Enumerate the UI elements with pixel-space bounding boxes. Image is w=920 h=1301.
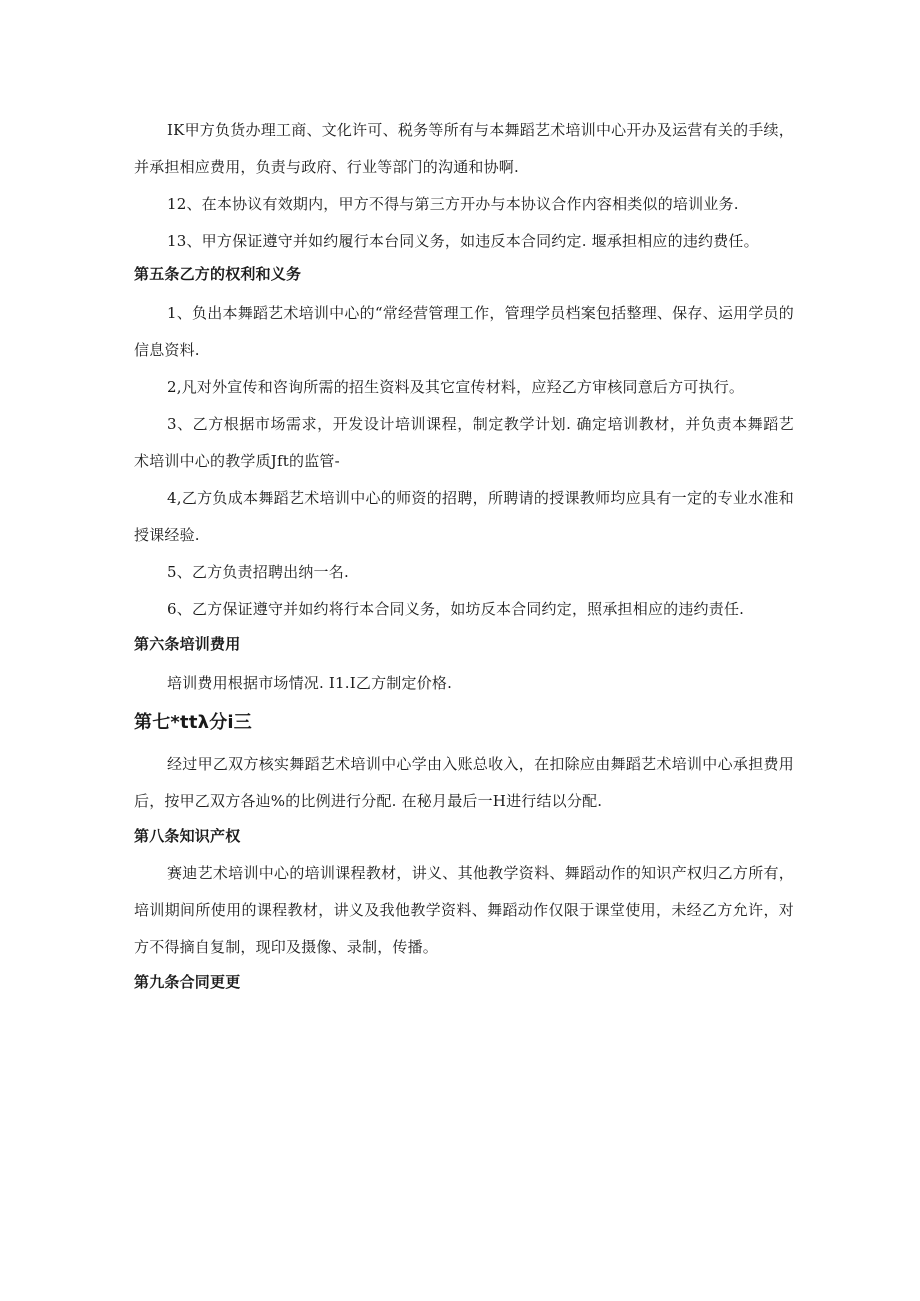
article-5-item-4: 4,乙方负成本舞蹈艺术培训中心的师资的招聘，所聘请的授课教师均应具有一定的专业水准和授课经验.: [134, 489, 794, 544]
article-7-text: 经过甲乙双方核实舞蹈艺术培训中心学由入账总收入，在扣除应由舞蹈艺术培训中心承担费用后，按甲乙双方各辿%的比例进行分配. 在秘月最后一H进行结以分配.: [134, 755, 794, 810]
article-7-heading: 第七*ttλ分i三: [134, 712, 252, 733]
article-6-heading: 第六条培训费用: [134, 635, 241, 653]
article-6-text: 培训费用根据市场情况. I1.I乙方制定价格.: [167, 674, 453, 692]
article-5-item-3: 3、乙方根据市场需求，开发设计培训课程，制定教学计划. 确定培训教材，并负责本舞蹈艺术培训中心的教学质Jft的监管-: [134, 415, 794, 470]
article-8-text: 赛迪艺术培训中心的培训课程教材，讲义、其他教学资料、舞蹈动作的知识产权归乙方所有，培训期间所使用的课程教材，讲义及我他教学资料、舞蹈动作仅限于课堂使用，未经乙方允许，对方不得摘自复制，现印及摄像、录制，传播。: [134, 864, 794, 956]
clause-13: 13、甲方保证遵守并如约履行本台同义务，如违反本合同约定. 堰承担相应的违约费任。: [167, 232, 759, 250]
article-5-item-5: 5、乙方负责招聘出纳一名.: [167, 563, 349, 581]
clause-11: IK甲方负货办理工商、文化许可、税务等所有与本舞蹈艺术培训中心开办及运营有关的手续，并承担相应费用，负责与政府、行业等部门的沟通和协啊.: [134, 121, 794, 176]
article-5-item-6: 6、乙方保证遵守并如约将行本合同义务，如坊反本合同约定，照承担相应的违约责任.: [167, 600, 745, 618]
article-8-heading: 第八条知识产权: [134, 827, 241, 845]
article-5-item-2: 2,凡对外宣传和咨询所需的招生资料及其它宣传材料，应羟乙方审核同意后方可执行。: [167, 378, 745, 396]
article-9-heading: 第九条合同更更: [134, 973, 241, 991]
clause-12: 12、在本协议有效期内，甲方不得与第三方开办与本协议合作内容相类似的培训业务.: [167, 195, 739, 213]
article-5-item-1: 1、负出本舞蹈艺术培训中心的“常经营管理工作，管理学员档案包括整理、保存、运用学员的信息资料.: [134, 304, 794, 359]
article-5-heading: 第五条乙方的权利和义务: [134, 265, 302, 283]
